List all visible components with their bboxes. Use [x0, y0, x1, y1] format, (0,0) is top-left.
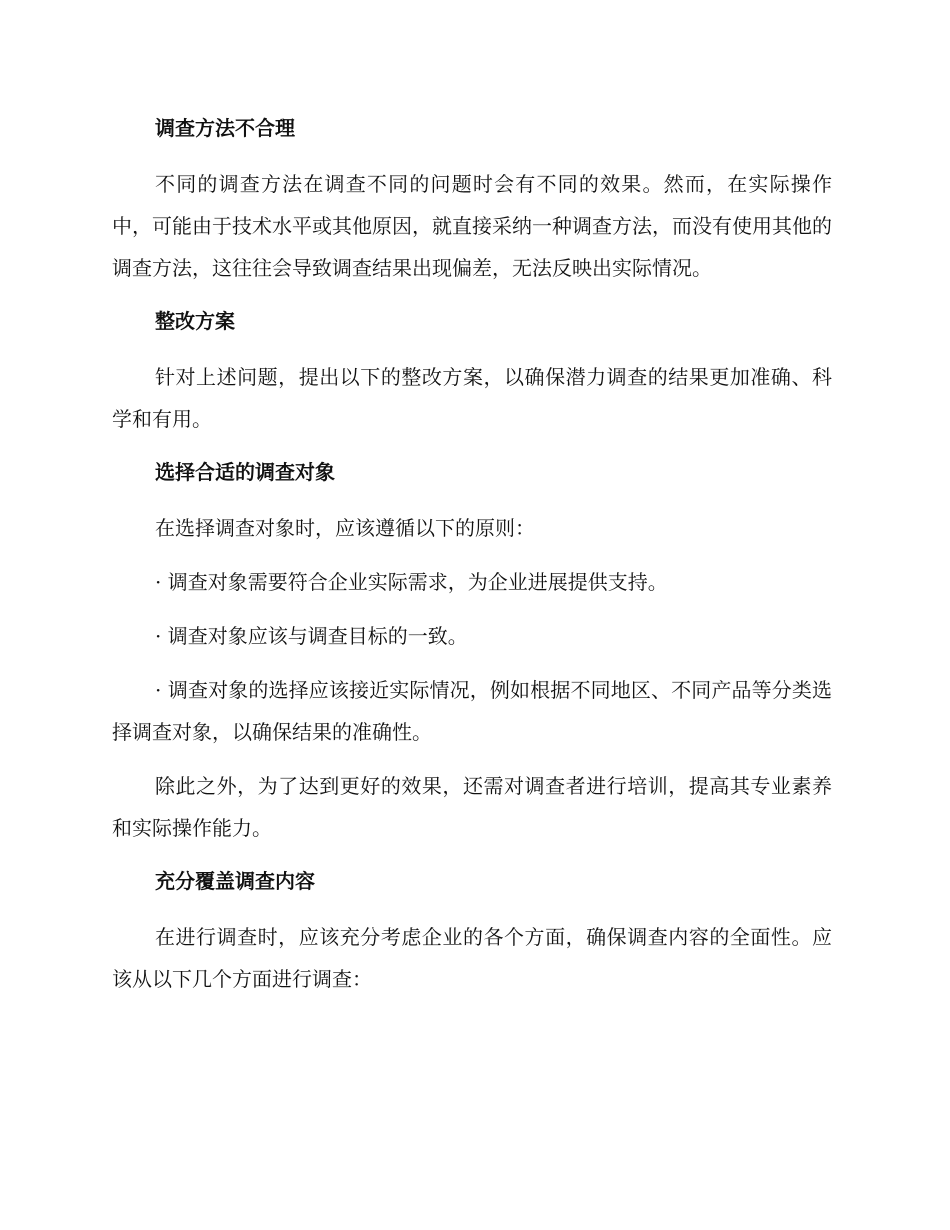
list-item-principle-2: · 调查对象应该与调查目标的一致。 [155, 624, 468, 648]
list-item-principle-1: · 调查对象需要符合企业实际需求，为企业进展提供支持。 [155, 570, 668, 594]
paragraph-survey-method: 不同的调查方法在调查不同的问题时会有不同的效果。然而，在实际操作中，可能由于技术水平或其他原因，就直接采纳一种调查方法，而没有使用其他的调查方法，这往往会导致调查结果出现偏差，无法反映出实际情况。 [112, 172, 832, 280]
section-heading-rectification-plan: 整改方案 [155, 309, 235, 333]
section-heading-survey-method: 调查方法不合理 [155, 116, 295, 140]
document-page [112, 108, 832, 1012]
section-heading-select-survey-object: 选择合适的调查对象 [155, 460, 335, 484]
list-item-principle-3: · 调查对象的选择应该接近实际情况，例如根据不同地区、不同产品等分类选择调查对象，以确保结果的准确性。 [112, 678, 832, 744]
paragraph-principles-intro: 在选择调查对象时，应该遵循以下的原则： [155, 516, 535, 540]
section-heading-cover-content: 充分覆盖调查内容 [155, 869, 315, 893]
paragraph-training: 除此之外，为了达到更好的效果，还需对调查者进行培训，提高其专业素养和实际操作能力。 [112, 774, 832, 840]
paragraph-rectification-plan: 针对上述问题，提出以下的整改方案，以确保潜力调查的结果更加准确、科学和有用。 [112, 365, 832, 431]
paragraph-cover-content: 在进行调查时，应该充分考虑企业的各个方面，确保调查内容的全面性。应该从以下几个方面进行调查： [112, 925, 832, 991]
